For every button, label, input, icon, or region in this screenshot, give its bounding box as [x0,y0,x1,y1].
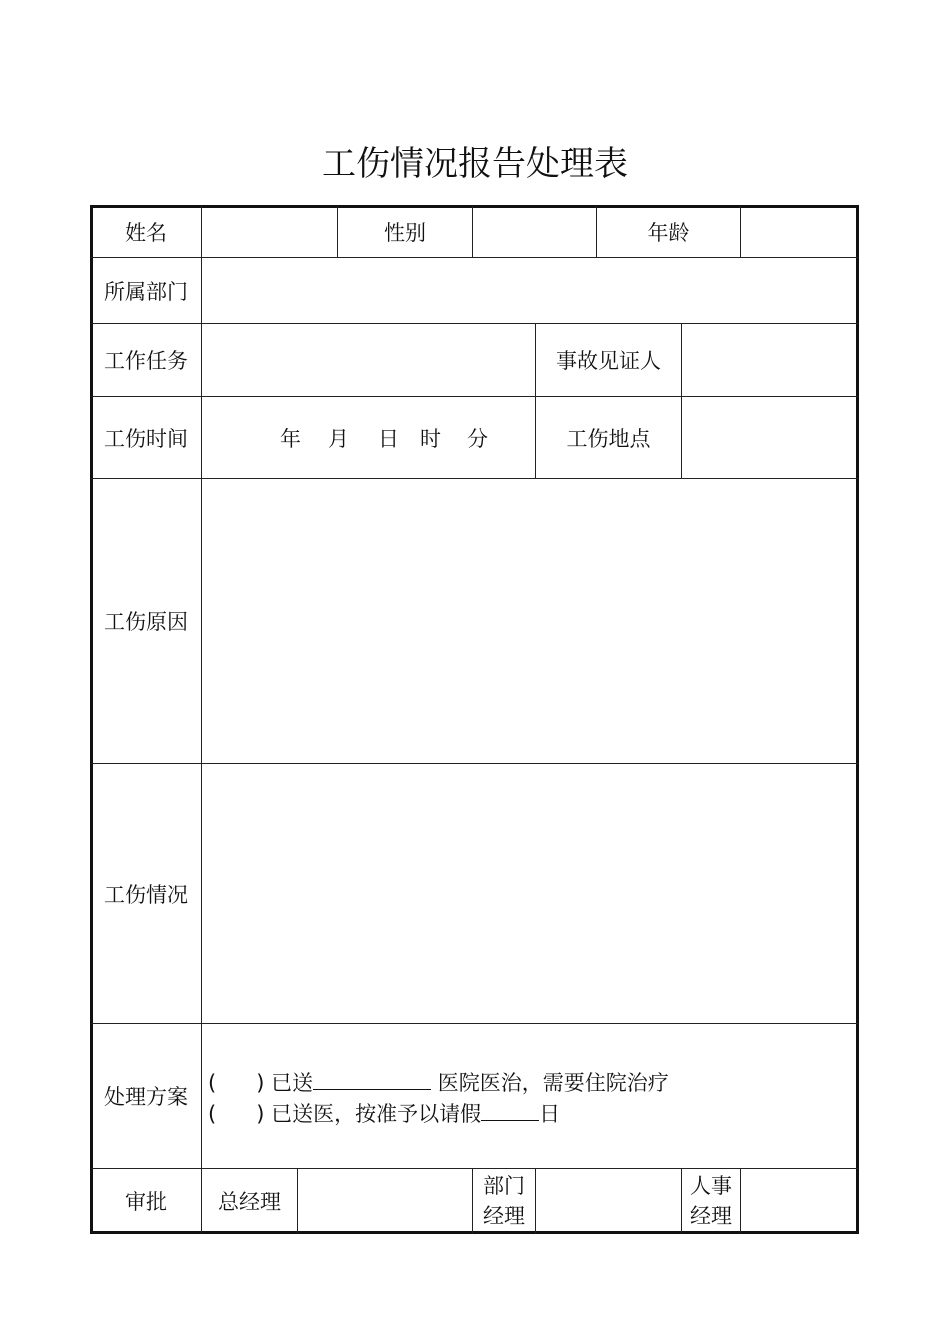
hospital-name-blank[interactable] [313,1069,431,1090]
dept-manager-label-line1: 部门 [483,1174,525,1198]
hr-manager-label [682,1169,740,1233]
injury-time-field[interactable] [202,397,535,478]
hr-manager-sign-field[interactable] [741,1169,858,1233]
hour-unit: 时 [420,426,441,451]
row-divider [91,1023,858,1024]
department-field[interactable] [202,258,858,323]
hr-manager-label-line1: 人事 [690,1174,732,1198]
task-field[interactable] [202,324,535,396]
hr-manager-label-line2: 经理 [690,1204,732,1228]
age-field[interactable] [741,206,858,257]
injury-place-field[interactable] [682,397,858,478]
injury-place-label: 工伤地点 [566,426,651,451]
injury-time-label: 工伤时间 [104,426,188,451]
department-label: 所属部门 [104,279,188,304]
situation-field[interactable] [202,764,858,1023]
name-label: 姓名 [125,220,167,245]
name-field[interactable] [202,206,337,257]
witness-field[interactable] [682,324,858,396]
gender-field[interactable] [473,206,596,257]
option2-prefix: ( ) 已送医，按准予以请假 [208,1102,482,1126]
age-label: 年龄 [647,220,690,245]
cause-label: 工伤原因 [104,610,188,634]
year-unit: 年 [280,426,301,451]
plan-option-hospitalize[interactable] [208,1068,669,1099]
option1-prefix: ( ) 已送 [208,1071,314,1095]
cause-field[interactable] [202,479,858,763]
leave-days-blank[interactable] [481,1100,539,1121]
dept-manager-sign-field[interactable] [536,1169,681,1233]
minute-unit: 分 [467,426,488,451]
witness-label: 事故见证人 [556,349,661,373]
gender-label: 性别 [384,220,426,245]
dept-manager-label-line2: 经理 [483,1204,525,1228]
day-unit: 日 [378,426,399,451]
task-label: 工作任务 [104,349,188,373]
dept-manager-label [473,1169,535,1233]
option2-suffix: 日 [539,1102,561,1126]
page-title: 工伤情况报告处理表 [322,144,628,184]
plan-label: 处理方案 [104,1085,188,1109]
approval-label: 审批 [125,1190,167,1214]
general-manager-sign-field[interactable] [298,1169,472,1233]
general-manager-label: 总经理 [218,1190,281,1214]
situation-label: 工伤情况 [104,882,188,907]
month-unit: 月 [328,426,349,451]
plan-option-leave[interactable] [208,1099,669,1130]
plan-options [208,1068,669,1130]
option1-suffix: 医院医治，需要住院治疗 [431,1071,669,1095]
